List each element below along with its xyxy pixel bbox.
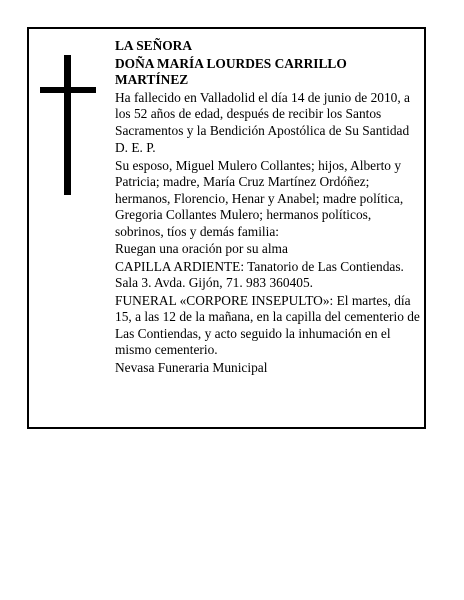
obituary-text [115,38,420,377]
cross-icon [40,55,96,195]
deceased-name: DOÑA MARÍA LOURDES CARRILLO MARTÍNEZ [115,55,347,87]
family-list: Su esposo, Miguel Mulero Collantes; hijos, Alberto y Patricia; madre, María Cruz Martínez Ordóñez; hermanos, Florencio, Henar y Anabel; madre política, Gregoria Collantes Mulero; hermanos políticos, sobrinos, tíos y demás familia: [115,157,404,239]
rip-line: D. E. P. [115,140,156,155]
death-announcement: Ha fallecido en Valladolid el día 14 de junio de 2010, a los 52 años de edad, después de recibir los Santos Sacramentos y la Bendición Apostólica de Su Santidad [115,89,411,138]
cross-vertical-bar [64,55,71,195]
cross-horizontal-bar [40,87,96,93]
prayer-request: Ruegan una oración por su alma [115,241,288,256]
funeral-info: FUNERAL «CORPORE INSEPULTO»: El martes, día 15, a las 12 de la mañana, en la capilla del cementerio de Las Contiendas, y acto seguido la inhumación en el mismo cementerio. [115,292,420,357]
notice-heading: LA SEÑORA [115,38,193,53]
chapel-info: CAPILLA ARDIENTE: Tanatorio de Las Contiendas. Sala 3. Avda. Gijón, 71. 983 360405. [115,258,404,290]
funeral-home: Nevasa Funeraria Municipal [115,359,268,375]
